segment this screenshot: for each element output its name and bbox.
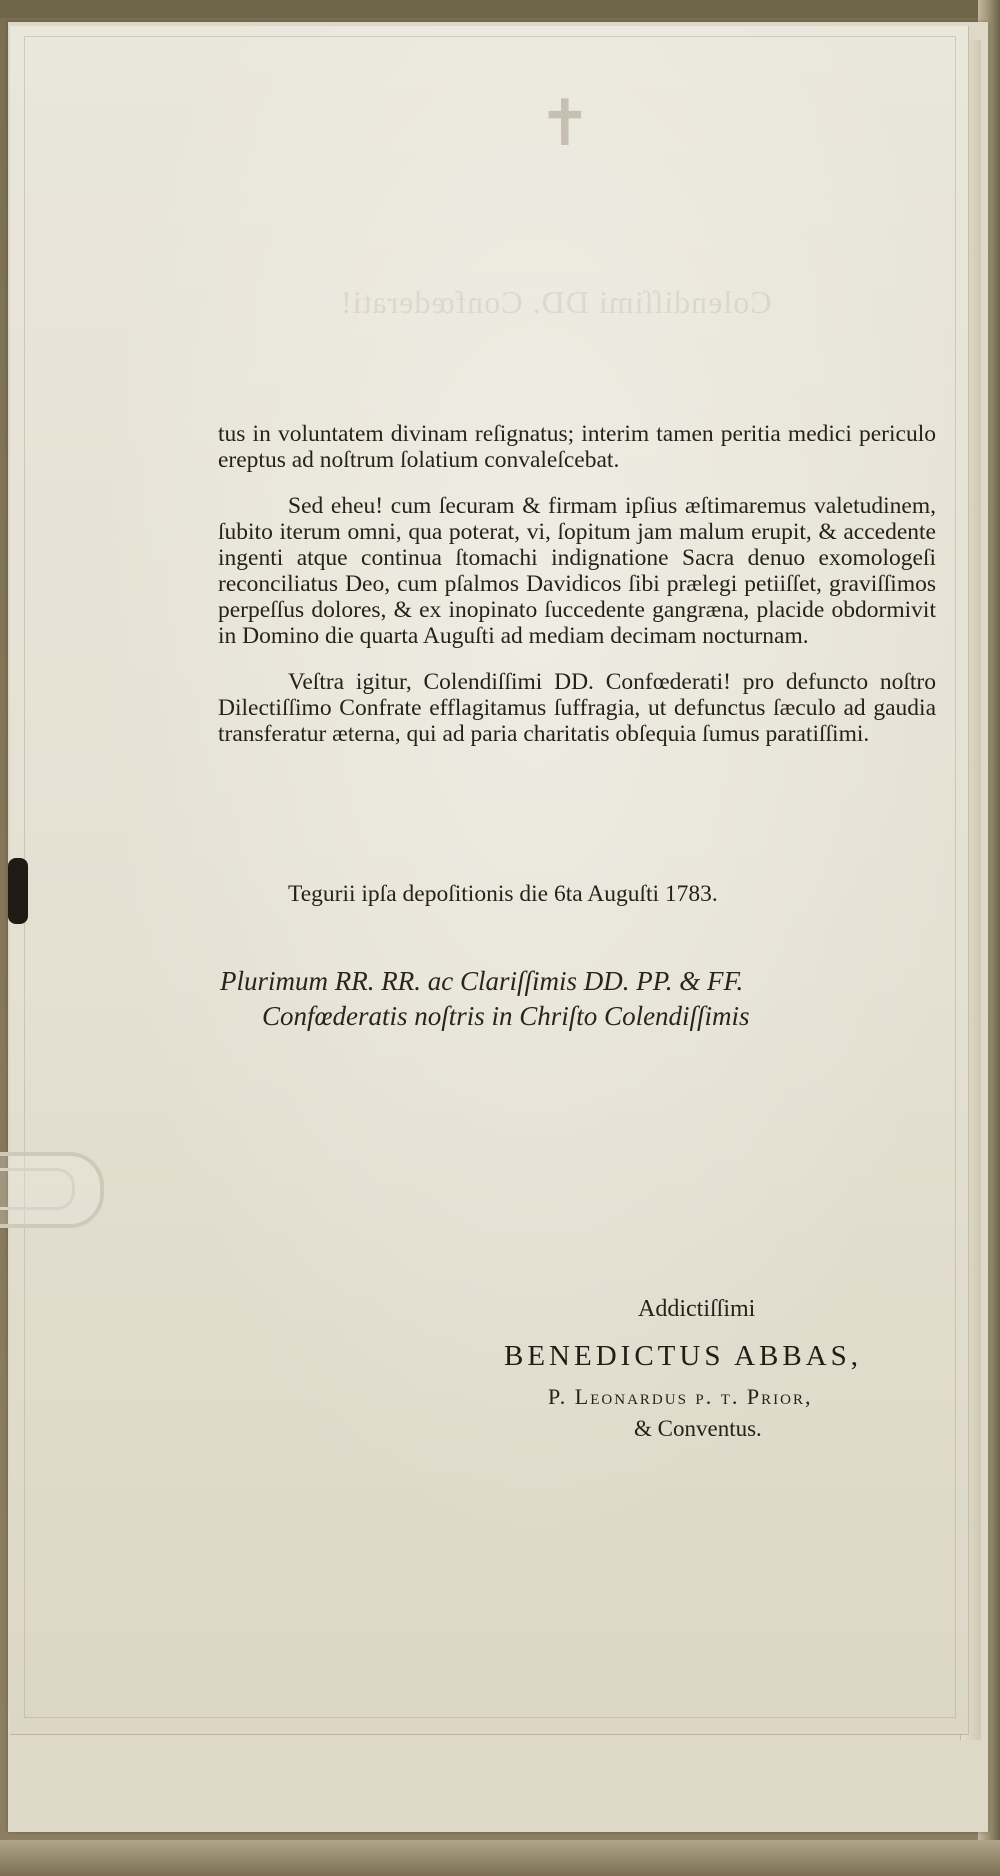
signature-closing: Addictiſſimi	[638, 1296, 756, 1322]
paragraph-3: Veſtra igitur, Colendiſſimi DD. Confœderati! pro defuncto noſtro Dilectiſſimo Confrate efflagitamus ſuffragia, ut defunctus ſæculo ad gaudia transferatur æterna, qui ad paria charitatis obſequia ſumus paratiſſimi.	[218, 669, 936, 747]
date-line: Tegurii ipſa depoſitionis die 6ta Auguſti 1783.	[288, 881, 718, 907]
body-text	[218, 421, 936, 747]
binding-edge-top	[0, 0, 1000, 18]
signature-prior: P. Leonardus p. t. Prior,	[548, 1384, 813, 1409]
paragraph-1: tus in voluntatem divinam reſignatus; interim tamen peritia medici periculo ereptus ad noſtrum ſolatium convaleſcebat.	[218, 421, 936, 473]
faint-ink-mark-icon: ✝	[538, 88, 592, 159]
paragraph-2: Sed eheu! cum ſecuram & firmam ipſius æſtimaremus valetudinem, ſubito iterum omni, qua poterat, vi, ſopitum jam malum erupit, & accedente ingenti atque continua ſtomachi indignatione Sacra denuo exomologeſi reconciliatus Deo, cum pſalmos Davidicos ſibi prælegi petiiſſet, graviſſimos perpeſſus dolores, & ex inopinato ſuccedente gangræna, placide obdormivit in Domino die quarta Auguſti ad mediam decimam nocturnam.	[218, 493, 936, 649]
salutation-line-1: Plurimum RR. RR. ac Clariſſimis DD. PP. & FF.	[220, 966, 744, 996]
paper-clip-inner-loop	[0, 1168, 75, 1210]
salutation-line-2: Confœderatis noſtris in Chriſto Colendiſſimis	[262, 1001, 750, 1031]
signature-convent: & Conventus.	[634, 1416, 762, 1441]
binding-edge-bottom	[0, 1840, 1000, 1876]
binding-tab	[8, 858, 28, 924]
show-through-text: Colendiſſimi DD. Confœderati!	[340, 284, 772, 320]
paper-sheet	[10, 26, 969, 1735]
signature-abbot: BENEDICTUS ABBAS,	[504, 1340, 863, 1372]
